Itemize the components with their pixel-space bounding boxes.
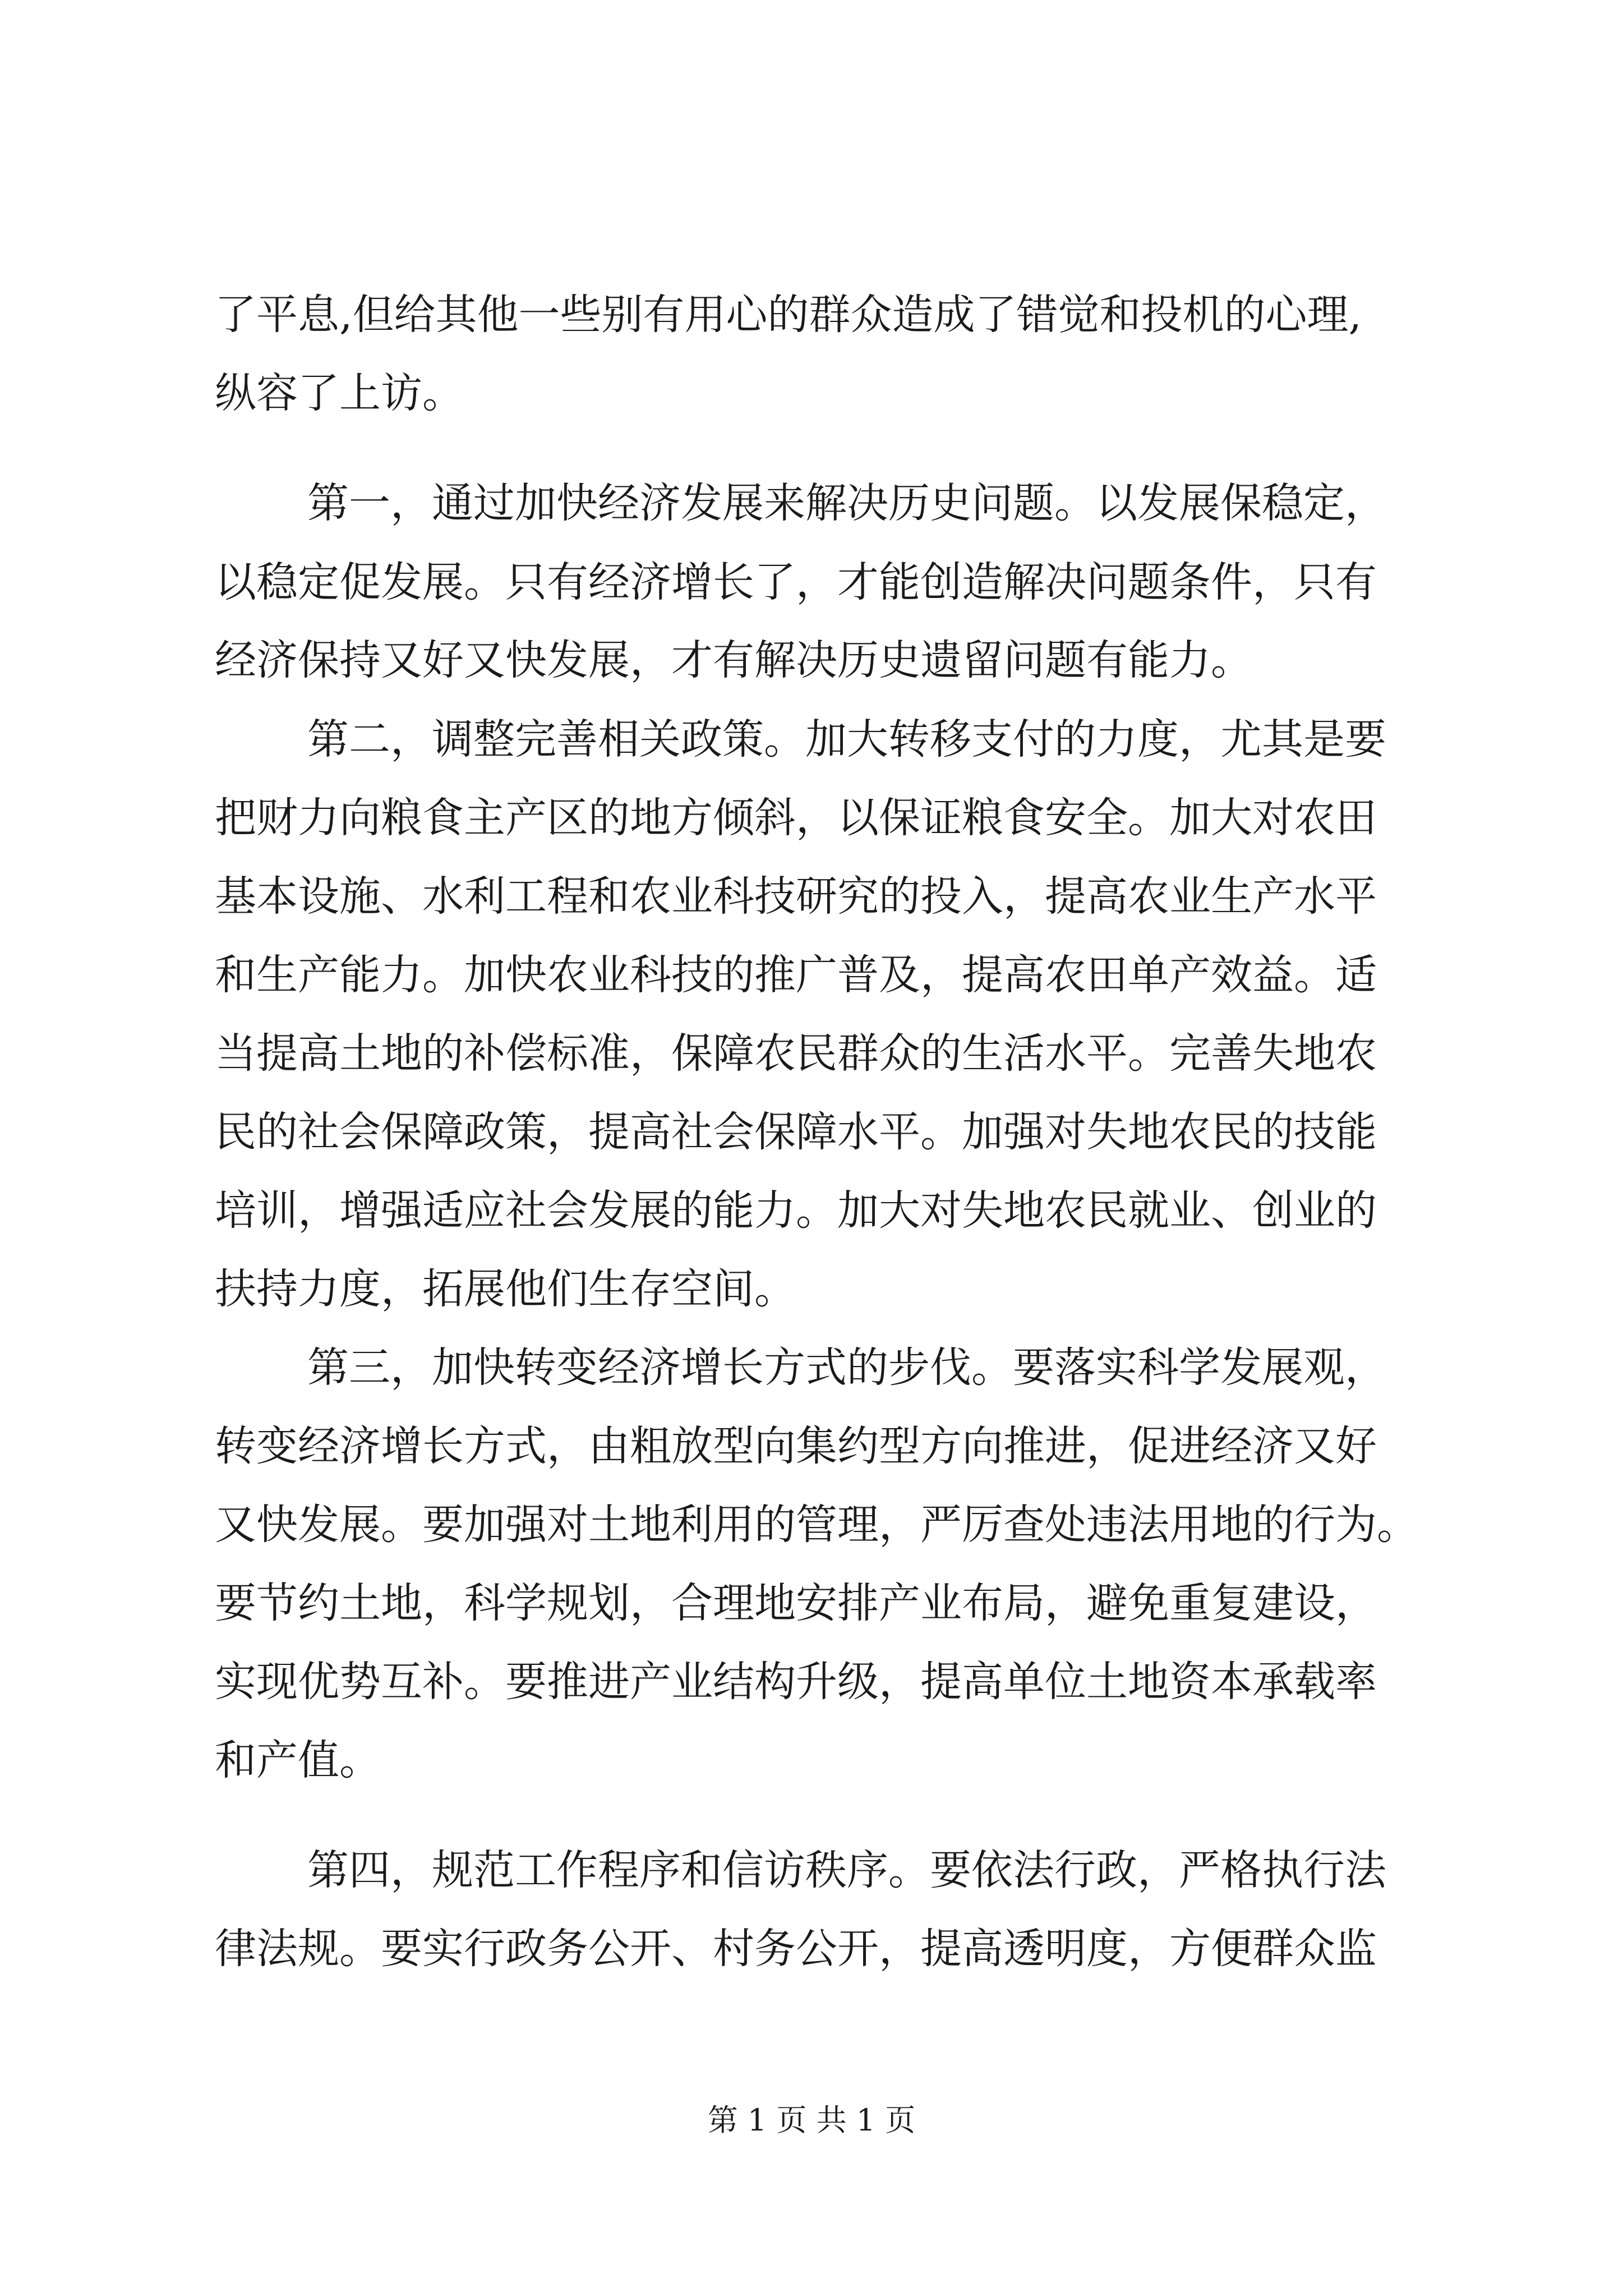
- text-line: 经济保持又好又快发展，才有解决历史遗留问题有能力。: [215, 636, 1252, 684]
- text-line: 基本设施、水利工程和农业科技研究的投入，提高农业生产水平: [215, 872, 1377, 921]
- text-line: 扶持力度，拓展他们生存空间。: [215, 1265, 796, 1313]
- page-number-footer: 第 1 页 共 1 页: [707, 2102, 916, 2138]
- text-line: 当提高土地的补偿标准，保障农民群众的生活水平。完善失地农: [215, 1029, 1377, 1078]
- paragraph-first-line: 第二，调整完善相关政策。加大转移支付的力度，尤其是要: [307, 715, 1386, 763]
- text-line: 和产值。: [215, 1736, 381, 1784]
- text-line: 律法规。要实行政务公开、村务公开，提高透明度，方便群众监: [215, 1925, 1377, 1973]
- text-line: 和生产能力。加快农业科技的推广普及，提高农田单产效益。适: [215, 951, 1377, 999]
- text-line: 了平息,但给其他一些别有用心的群众造成了错觉和投机的心理,: [215, 291, 1362, 339]
- text-line: 要节约土地，科学规划，合理地安排产业布局，避免重复建设，: [215, 1579, 1377, 1627]
- paragraph-first-line: 第一，通过加快经济发展来解决历史问题。以发展保稳定，: [307, 479, 1386, 527]
- text-line: 以稳定促发展。只有经济增长了，才能创造解决问题条件，只有: [215, 558, 1377, 606]
- text-line: 把财力向粮食主产区的地方倾斜，以保证粮食安全。加大对农田: [215, 794, 1377, 842]
- text-line: 实现优势互补。要推进产业结构升级，提高单位土地资本承载率: [215, 1658, 1377, 1706]
- paragraph-first-line: 第四，规范工作程序和信访秩序。要依法行政，严格执行法: [307, 1846, 1386, 1894]
- text-line: 培训，增强适应社会发展的能力。加大对失地农民就业、创业的: [215, 1186, 1377, 1235]
- text-line: 民的社会保障政策，提高社会保障水平。加强对失地农民的技能: [215, 1108, 1377, 1156]
- text-line: 又快发展。要加强对土地利用的管理，严厉查处违法用地的行为。: [215, 1501, 1418, 1549]
- paragraph-first-line: 第三，加快转变经济增长方式的步伐。要落实科学发展观，: [307, 1343, 1386, 1392]
- text-line: 转变经济增长方式，由粗放型向集约型方向推进，促进经济又好: [215, 1422, 1377, 1470]
- text-line: 纵容了上访。: [215, 369, 464, 417]
